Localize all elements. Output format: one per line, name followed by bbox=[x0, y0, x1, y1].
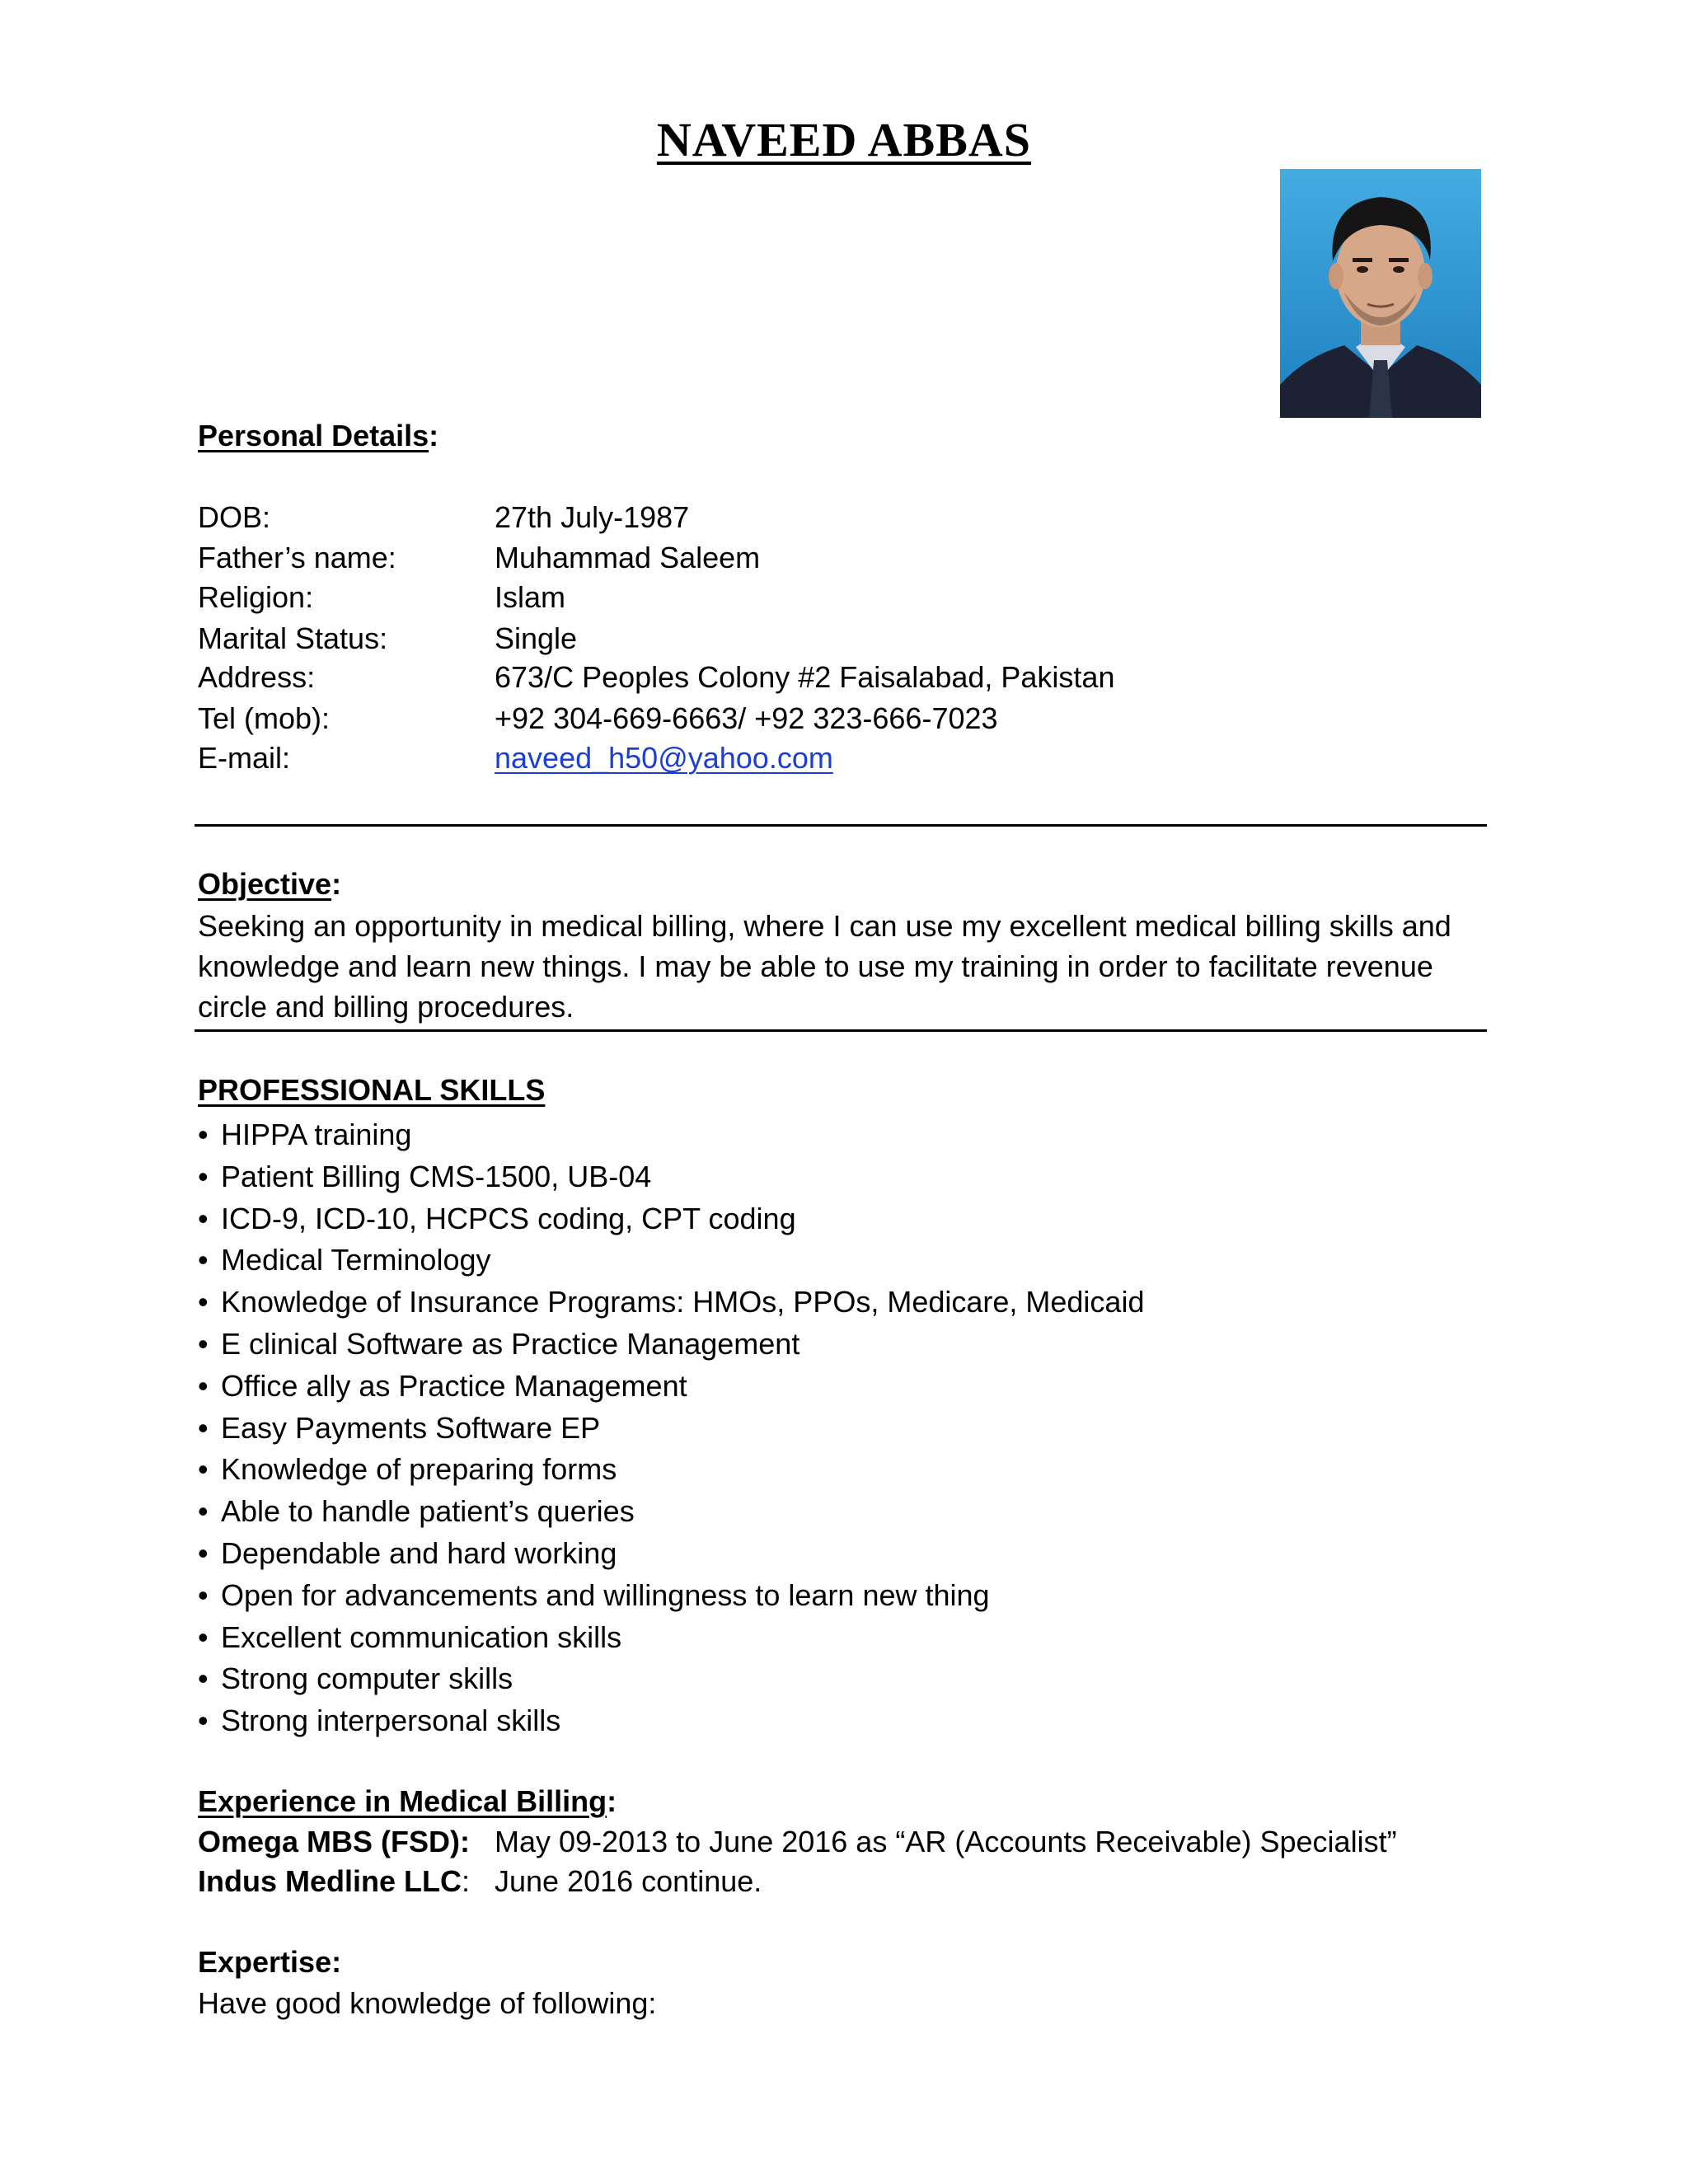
section-divider bbox=[195, 824, 1487, 827]
skill-item: • E clinical Software as Practice Management bbox=[198, 1324, 1144, 1366]
objective-line: knowledge and learn new things. I may be able to use my training in order to facilitate revenue bbox=[198, 949, 1433, 983]
profile-photo bbox=[1280, 169, 1481, 418]
religion-value: Islam bbox=[495, 580, 566, 614]
skill-item: • Open for advancements and willingness to learn new thing bbox=[198, 1575, 1144, 1617]
skill-item: • Knowledge of preparing forms bbox=[198, 1449, 1144, 1491]
person-portrait-icon bbox=[1280, 169, 1481, 418]
marital-status-value: Single bbox=[495, 621, 578, 655]
expertise-heading: Expertise: bbox=[198, 1945, 342, 1979]
skill-item: • Dependable and hard working bbox=[198, 1533, 1144, 1575]
experience-detail: June 2016 continue. bbox=[495, 1864, 762, 1898]
marital-status-label: Marital Status: bbox=[198, 621, 388, 655]
skill-item: • Strong interpersonal skills bbox=[198, 1700, 1144, 1742]
tel-label: Tel (mob): bbox=[198, 701, 331, 735]
experience-company: Omega MBS (FSD): bbox=[198, 1825, 471, 1858]
objective-heading: Objective: bbox=[198, 867, 342, 901]
personal-details-heading: Personal Details: bbox=[198, 419, 439, 452]
address-label: Address: bbox=[198, 660, 316, 694]
resume-name: NAVEED ABBAS bbox=[656, 113, 1032, 166]
experience-detail: May 09-2013 to June 2016 as “AR (Accounts Receivable) Specialist” bbox=[495, 1825, 1397, 1858]
religion-label: Religion: bbox=[198, 580, 314, 614]
skill-item: • HIPPA training bbox=[198, 1114, 1144, 1156]
objective-text bbox=[198, 906, 1492, 1027]
skill-item: • Excellent communication skills bbox=[198, 1617, 1144, 1659]
address-value: 673/C Peoples Colony #2 Faisalabad, Pakistan bbox=[495, 660, 1115, 694]
skill-item: • Able to handle patient’s queries bbox=[198, 1491, 1144, 1533]
email-link[interactable]: naveed_h50@yahoo.com bbox=[495, 741, 833, 775]
skills-heading: PROFESSIONAL SKILLS bbox=[198, 1073, 546, 1107]
skills-list bbox=[198, 1114, 1144, 1742]
skill-item: • Easy Payments Software EP bbox=[198, 1408, 1144, 1450]
objective-line: circle and billing procedures. bbox=[198, 990, 574, 1024]
experience-company: Indus Medline LLC: bbox=[198, 1864, 471, 1898]
objective-line: Seeking an opportunity in medical billing, where I can use my excellent medical billing skills and bbox=[198, 909, 1451, 943]
expertise-intro: Have good knowledge of following: bbox=[198, 1986, 657, 2020]
skill-item: • Patient Billing CMS-1500, UB-04 bbox=[198, 1156, 1144, 1198]
experience-heading: Experience in Medical Billing: bbox=[198, 1784, 617, 1818]
skill-item: • ICD-9, ICD-10, HCPCS coding, CPT coding bbox=[198, 1198, 1144, 1240]
father-name-value: Muhammad Saleem bbox=[495, 541, 761, 574]
father-name-label: Father’s name: bbox=[198, 541, 396, 574]
email-label: E-mail: bbox=[198, 741, 291, 775]
skill-item: • Knowledge of Insurance Programs: HMOs, PPOs, Medicare, Medicaid bbox=[198, 1282, 1144, 1324]
tel-value: +92 304-669-6663/ +92 323-666-7023 bbox=[495, 701, 998, 735]
section-divider bbox=[195, 1029, 1487, 1032]
dob-label: DOB: bbox=[198, 500, 271, 534]
skill-item: • Medical Terminology bbox=[198, 1240, 1144, 1282]
dob-value: 27th July-1987 bbox=[495, 500, 690, 534]
skill-item: • Strong computer skills bbox=[198, 1658, 1144, 1700]
skill-item: • Office ally as Practice Management bbox=[198, 1366, 1144, 1408]
